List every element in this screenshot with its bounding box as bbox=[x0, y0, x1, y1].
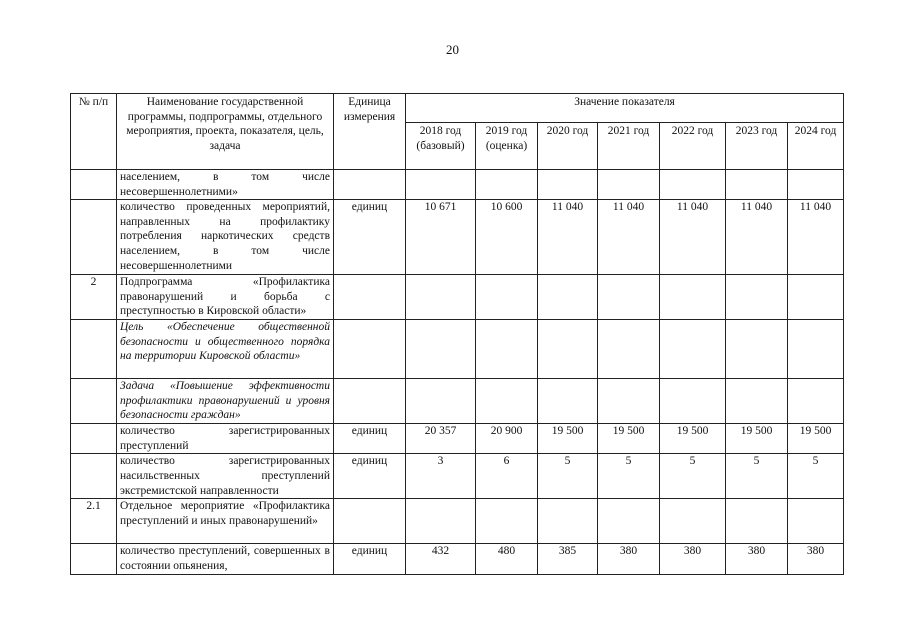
row-value bbox=[726, 320, 788, 379]
row-value bbox=[788, 379, 844, 424]
row-value bbox=[660, 379, 726, 424]
table-row bbox=[71, 424, 844, 454]
row-value: 19 500 bbox=[660, 424, 726, 454]
row-value: 380 bbox=[660, 544, 726, 574]
header-value: Значение показателя bbox=[406, 94, 844, 123]
row-value bbox=[788, 275, 844, 320]
row-value bbox=[660, 320, 726, 379]
row-value: 480 bbox=[476, 544, 538, 574]
row-num bbox=[71, 379, 117, 424]
row-name: Подпрограмма «Профилактика правонарушений и борьба с преступностью в Кировской области» bbox=[117, 275, 334, 320]
row-value bbox=[476, 320, 538, 379]
row-value: 20 357 bbox=[406, 424, 476, 454]
row-value: 19 500 bbox=[598, 424, 660, 454]
row-value: 10 600 bbox=[476, 200, 538, 275]
row-value: 11 040 bbox=[660, 200, 726, 275]
page-number: 20 bbox=[446, 42, 459, 57]
row-value: 19 500 bbox=[726, 424, 788, 454]
row-num bbox=[71, 170, 117, 200]
row-unit: единиц bbox=[334, 200, 406, 275]
row-unit bbox=[334, 275, 406, 320]
row-value bbox=[660, 170, 726, 200]
row-name: Отдельное мероприятие «Профилактика преступлений и иных правонарушений» bbox=[117, 499, 334, 544]
row-value: 5 bbox=[538, 454, 598, 499]
header-year: 2020 год bbox=[538, 123, 598, 170]
row-num bbox=[71, 454, 117, 499]
header-year: 2024 год bbox=[788, 123, 844, 170]
row-value bbox=[406, 275, 476, 320]
header-name: Наименование государственной программы, подпрограммы, отдельного мероприятия, проекта, показателя, цель, задача bbox=[117, 94, 334, 170]
row-value bbox=[726, 379, 788, 424]
row-value bbox=[598, 320, 660, 379]
row-value: 5 bbox=[598, 454, 660, 499]
header-year: 2019 год (оценка) bbox=[476, 123, 538, 170]
row-value: 5 bbox=[660, 454, 726, 499]
header-unit: Единица измерения bbox=[334, 94, 406, 170]
row-name: Цель «Обеспечение общественной безопасности и общественного порядка на территории Кировской области» bbox=[117, 320, 334, 379]
row-value bbox=[476, 170, 538, 200]
row-value bbox=[788, 320, 844, 379]
header-num: № п/п bbox=[71, 94, 117, 170]
row-num bbox=[71, 320, 117, 379]
row-unit bbox=[334, 499, 406, 544]
row-value bbox=[788, 499, 844, 544]
row-value: 20 900 bbox=[476, 424, 538, 454]
table-row bbox=[71, 544, 844, 574]
row-value bbox=[538, 499, 598, 544]
row-value: 5 bbox=[788, 454, 844, 499]
row-value: 5 bbox=[726, 454, 788, 499]
row-value bbox=[538, 379, 598, 424]
row-value bbox=[476, 379, 538, 424]
row-name: Задача «Повышение эффективности профилактики правонарушений и уровня безопасности граждан» bbox=[117, 379, 334, 424]
row-value bbox=[598, 379, 660, 424]
table-row bbox=[71, 200, 844, 275]
row-unit bbox=[334, 320, 406, 379]
row-unit: единиц bbox=[334, 544, 406, 574]
row-name: населением, в том числе несовершеннолетними» bbox=[117, 170, 334, 200]
row-value: 11 040 bbox=[788, 200, 844, 275]
row-value: 19 500 bbox=[788, 424, 844, 454]
row-unit bbox=[334, 170, 406, 200]
row-value: 11 040 bbox=[538, 200, 598, 275]
table-row bbox=[71, 275, 844, 320]
row-value: 432 bbox=[406, 544, 476, 574]
table-row bbox=[71, 379, 844, 424]
table-row bbox=[71, 170, 844, 200]
table-row bbox=[71, 320, 844, 379]
header-row bbox=[71, 94, 844, 123]
row-name: количество зарегистрированных насильственных преступлений экстремистской направленности bbox=[117, 454, 334, 499]
row-value bbox=[598, 499, 660, 544]
row-value bbox=[726, 499, 788, 544]
row-value: 380 bbox=[598, 544, 660, 574]
row-value bbox=[476, 275, 538, 320]
row-value bbox=[538, 320, 598, 379]
row-value bbox=[726, 275, 788, 320]
indicators-table bbox=[70, 93, 844, 575]
row-value: 6 bbox=[476, 454, 538, 499]
row-value bbox=[598, 170, 660, 200]
row-value: 10 671 bbox=[406, 200, 476, 275]
row-value bbox=[406, 379, 476, 424]
row-value bbox=[598, 275, 660, 320]
row-unit: единиц bbox=[334, 454, 406, 499]
row-value bbox=[406, 320, 476, 379]
table-row bbox=[71, 454, 844, 499]
header-year: 2023 год bbox=[726, 123, 788, 170]
header-year: 2022 год bbox=[660, 123, 726, 170]
row-value: 380 bbox=[788, 544, 844, 574]
header-year: 2018 год (базовый) bbox=[406, 123, 476, 170]
row-value bbox=[406, 170, 476, 200]
row-unit bbox=[334, 379, 406, 424]
row-value: 19 500 bbox=[538, 424, 598, 454]
row-value: 3 bbox=[406, 454, 476, 499]
row-unit: единиц bbox=[334, 424, 406, 454]
row-num bbox=[71, 544, 117, 574]
row-value: 380 bbox=[726, 544, 788, 574]
row-value bbox=[660, 499, 726, 544]
row-name: количество проведенных мероприятий, направленных на профилактику потребления наркотических средств населением, в том числе несовершеннолетними bbox=[117, 200, 334, 275]
row-value: 385 bbox=[538, 544, 598, 574]
row-value: 11 040 bbox=[726, 200, 788, 275]
row-num bbox=[71, 424, 117, 454]
row-value bbox=[788, 170, 844, 200]
row-name: количество преступлений, совершенных в состоянии опьянения, bbox=[117, 544, 334, 574]
row-value: 11 040 bbox=[598, 200, 660, 275]
row-value bbox=[726, 170, 788, 200]
row-num bbox=[71, 200, 117, 275]
table-row bbox=[71, 499, 844, 544]
row-value bbox=[406, 499, 476, 544]
row-num: 2.1 bbox=[71, 499, 117, 544]
row-num: 2 bbox=[71, 275, 117, 320]
row-value bbox=[476, 499, 538, 544]
header-year: 2021 год bbox=[598, 123, 660, 170]
row-value bbox=[538, 275, 598, 320]
row-value bbox=[660, 275, 726, 320]
row-value bbox=[538, 170, 598, 200]
row-name: количество зарегистрированных преступлений bbox=[117, 424, 334, 454]
